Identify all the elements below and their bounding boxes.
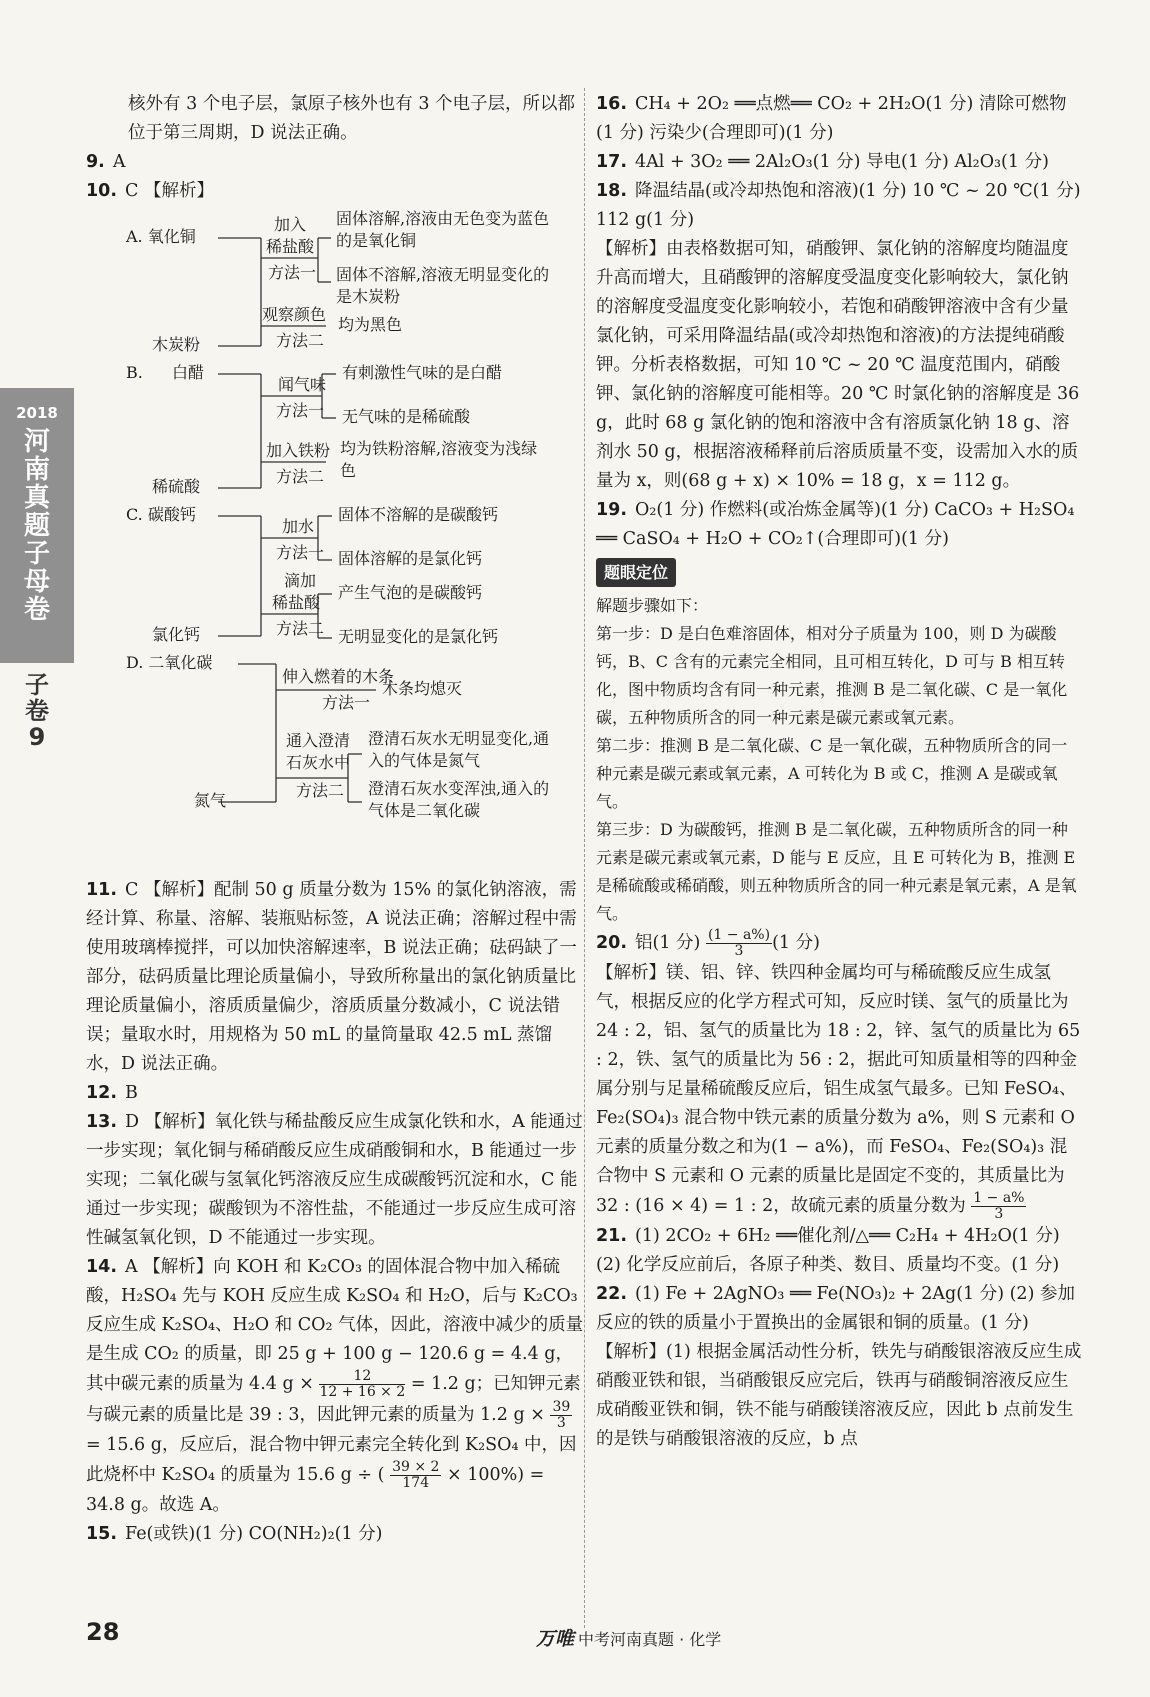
diag-c-m2c: 方法二 — [276, 619, 325, 638]
diag-a-r3: 均为黑色 — [338, 315, 403, 334]
diag-d-r3: 澄清石灰水变浑浊,通入的气体是二氧化碳 — [368, 779, 550, 820]
diag-b-first: 白醋 — [172, 363, 205, 382]
answer-12: 12. B — [86, 1083, 138, 1103]
sidebar-year: 2018 — [16, 404, 58, 422]
identification-diagram — [126, 206, 586, 876]
fraction-20b: $\frac{1 - a\%}{3}$ — [973, 1190, 1025, 1222]
answer-13: 13. D 【解析】氧化铁与稀盐酸反应生成氯化铁和水，A 能通过一步实现；氧化铜与稀硝酸反应生成硝酸铜和水，B 能通过一步实现；二氧化碳与氢氧化钙溶液反应生成碳酸钙沉淀和水，C 能通过一步实现；碳酸钡为不溶性盐，不能通过一步反应生成可溶性碱氢氧化钡，D 不能通过一步实现。 — [86, 1112, 583, 1248]
diag-c-r3: 产生气泡的是碳酸钙 — [338, 583, 483, 602]
diag-a-r2: 固体不溶解,溶液无明显变化的是木炭粉 — [336, 265, 550, 306]
diag-c-second: 氯化钙 — [152, 625, 201, 644]
answer-17: 17. 4Al + 3O₂ ══ 2Al₂O₃(1 分) 导电(1 分) Al₂O₃(1 分) — [596, 152, 1049, 172]
answer-19: 19. O₂(1 分) 作燃料(或冶炼金属等)(1 分) CaCO₃ + H₂SO₄ ══ CaSO₄ + H₂O + CO₂↑(合理即可)(1 分) — [596, 500, 1075, 549]
diag-d-label: D. 二氧化碳 — [126, 653, 213, 672]
answer-14: 14. A 【解析】向 KOH 和 K₂CO₃ 的固体混合物中加入稀硫酸，H₂SO₄ 先与 KOH 反应生成 K₂SO₄ 和 H₂O，后与 K₂CO₃ 反应生成 K₂SO₄、H₂O 和 CO₂ 气体，因此，溶液中减少的质量是生成 CO₂ 的质量，即 25 g + 100 g − 120.6 g = 4.4 g，其中碳元素的质量为 4.4 g × $\frac{12}{12 + 16 \times 2}$ = 1.2 g；已知钾元素与碳元素的质量比是 39 : 3，因此钾元素的质量为 1.2 g × $\frac{39}{3}$ = 15.6 g，反应后，混合物中钾元素完全转化到 K₂SO₄ 中，因此烧杯中 K₂SO₄ 的质量为 15.6 g ÷ ( $\frac{39 \times 2}{174}$ × 100%) = 34.8 g。故选 A。 — [86, 1257, 584, 1515]
diag-b-m1b: 方法一 — [276, 401, 325, 420]
answer-20: 20. 铝(1 分) $\frac{(1 - a\%)}{3}$ (1 分) — [596, 927, 820, 959]
diag-d-m2c: 方法二 — [296, 781, 345, 800]
step-2: 第二步：推测 B 是二氧化碳、C 是一氧化碳，五种物质所含的同一种元素是碳元素或氧元素，A 可转化为 B 或 C，推测 A 是碳或氧气。 — [596, 736, 1068, 811]
tixian-section — [596, 558, 1082, 588]
footer-brand: 万唯 中考河南真题 · 化学 — [536, 1628, 722, 1650]
analysis-20: 【解析】镁、铝、锌、铁四种金属均可与稀硫酸反应生成氢气，根据反应的化学方程式可知，反应时镁、氢气的质量比为 24 : 2，铝、氢气的质量比为 18 : 2，锌、氢气的质量比为 65 : 2，铁、氢气的质量比为 56 : 2，据此可知质量相等的四种金属分别与足量稀硫酸反应后，铝生成氢气最多。已知 FeSO₄、Fe₂(SO₄)₃ 混合物中铁元素的质量分数为 a%，则 S 元素和 O 元素的质量分数之和为(1 − a%)，而 FeSO₄、Fe₂(SO₄)₃ 混合物中 S 元素和 O 元素的质量比是固定不变的，其质量比为 32 : (16 × 4) = 1 : 2，故硫元素的质量分数为 $\frac{1 - a\%}{3}$ — [596, 963, 1081, 1222]
diag-d-r1: 木条均熄灭 — [382, 679, 463, 698]
right-column — [596, 90, 1082, 1454]
diag-d-m2b: 石灰水中 — [286, 753, 351, 772]
sidebar-tab — [0, 388, 74, 663]
diag-c-m1a: 加水 — [282, 517, 315, 536]
step-3: 第三步：D 为碳酸钙，推测 B 是二氧化碳，五种物质所含的同一种元素是碳元素或氧元素，D 能与 E 反应，且 E 可转化为 B，推测 E 是稀硫酸或稀硝酸，则五种物质所含的同一种元素是氧元素，A 是氧气。 — [596, 820, 1077, 923]
diag-b-r1: 有刺激性气味的是白醋 — [342, 363, 503, 382]
answer-16: 16. CH₄ + 2O₂ ══点燃══ CO₂ + 2H₂O(1 分) 清除可燃物(1 分) 污染少(合理即可)(1 分) — [596, 94, 1067, 143]
analysis-18: 【解析】由表格数据可知，硝酸钾、氯化钠的溶解度均随温度升高而增大，且硝酸钾的溶解度受温度变化影响较大，氯化钠的溶解度受温度变化影响较小，若饱和硝酸钾溶液中含有少量氯化钠，可采用降温结晶(或冷却热饱和溶液)的方法提纯硝酸钾。分析表格数据，可知 10 ℃ ~ 20 ℃ 温度范围内，硝酸钾、氯化钠的溶解度可能相等。20 ℃ 时氯化钠的溶解度是 36 g，此时 68 g 氯化钠的饱和溶液中含有溶质氯化钠 18 g、溶剂水 50 g，根据溶液稀释前后溶质质量不变，设需加入水的质量为 x，则(68 g + x) × 10% = 18 g，x = 112 g。 — [596, 239, 1080, 491]
diag-d-r2: 澄清石灰水无明显变化,通入的气体是氮气 — [368, 729, 550, 770]
sidebar-title: 河南真题子母卷 — [23, 427, 50, 625]
diag-a-label: A. 氧化铜 — [126, 227, 196, 246]
answer-9: 9. A — [86, 152, 126, 172]
diag-a-m1c: 方法一 — [268, 263, 317, 282]
diag-b-r2: 无气味的是稀硫酸 — [342, 407, 471, 426]
fraction-3: $\frac{39 \times 2}{174}$ — [392, 1459, 440, 1491]
diag-c-r2: 固体溶解的是氯化钙 — [338, 549, 483, 568]
tixian-label: 题眼定位 — [596, 558, 676, 587]
diag-c-label: C. 碳酸钙 — [126, 505, 196, 524]
diag-a-m2b: 方法二 — [276, 331, 325, 350]
diag-c-m2a: 滴加 — [284, 571, 317, 590]
diag-d-m1a: 伸入燃着的木条 — [282, 667, 395, 686]
diag-c-r1: 固体不溶解的是碳酸钙 — [338, 505, 499, 524]
diag-a-m2a: 观察颜色 — [262, 305, 327, 324]
diag-a-m1a: 加入 — [274, 215, 307, 234]
answer-22: 22. (1) Fe + 2AgNO₃ ══ Fe(NO₃)₂ + 2Ag(1 分) (2) 参加反应的铁的质量小于置换出的金属银和铜的质量。(1 分) — [596, 1284, 1075, 1333]
step-1: 第一步：D 是白色难溶固体，相对分子质量为 100，则 D 为碳酸钙，B、C 含有的元素完全相同，且可相互转化，D 可与 B 相互转化，图中物质均含有同一种元素，推测 B 是二氧化碳、C 是一氧化碳，五种物质所含的同一种元素是碳元素或氧元素。 — [596, 624, 1068, 727]
diag-c-m2b: 稀盐酸 — [272, 593, 321, 612]
page-number: 28 — [86, 1618, 120, 1646]
intro-text: 核外有 3 个电子层，氯原子核外也有 3 个电子层，所以都位于第三周期，D 说法正确。 — [128, 94, 576, 143]
fraction-1: $\frac{12}{12 + 16 \times 2}$ — [319, 1368, 406, 1400]
diag-b-second: 稀硫酸 — [152, 477, 201, 496]
diag-b-m1a: 闻气味 — [278, 375, 327, 394]
diag-c-m1b: 方法一 — [276, 543, 325, 562]
fraction-2: $\frac{39}{3}$ — [552, 1399, 571, 1431]
diag-a-m1b: 稀盐酸 — [266, 237, 315, 256]
left-column — [86, 90, 586, 1549]
diag-a-second: 木炭粉 — [152, 335, 201, 354]
answer-10: 10. C 【解析】 — [86, 181, 214, 201]
diag-d-second: 氮气 — [194, 791, 227, 810]
diag-b-r3: 均为铁粉溶解,溶液变为浅绿色 — [340, 439, 538, 480]
page-footer — [86, 1618, 1076, 1658]
diag-b-m2a: 加入铁粉 — [266, 441, 331, 460]
analysis-22: 【解析】(1) 根据金属活动性分析，铁先与硝酸银溶液反应生成硝酸亚铁和银，当硝酸银反应完后，铁再与硝酸铜溶液反应生成硝酸亚铁和铜，铁不能与硝酸镁溶液反应，因此 b 点前发生的是铁与硝酸银溶液的反应，b 点 — [596, 1342, 1082, 1449]
diag-d-m2a: 通入澄清 — [286, 731, 351, 750]
answer-21: 21. (1) 2CO₂ + 6H₂ ══催化剂/△══ C₂H₄ + 4H₂O(1 分) (2) 化学反应前后，各原子种类、数目、质量均不变。(1 分) — [596, 1226, 1060, 1275]
diag-a-r1: 固体溶解,溶液由无色变为蓝色的是氧化铜 — [336, 209, 550, 250]
brand-logo: 万唯 — [536, 1628, 575, 1650]
answer-18: 18. 降温结晶(或冷却热饱和溶液)(1 分) 10 ℃ ~ 20 ℃(1 分) 112 g(1 分) — [596, 181, 1081, 230]
step-0: 解题步骤如下： — [596, 596, 709, 615]
diag-d-m1b: 方法一 — [322, 693, 371, 712]
fraction-20: $\frac{(1 - a\%)}{3}$ — [707, 927, 771, 959]
diag-c-r4: 无明显变化的是氯化钙 — [338, 627, 499, 646]
answer-15: 15. Fe(或铁)(1 分) CO(NH₂)₂(1 分) — [86, 1524, 383, 1544]
diag-b-m2b: 方法二 — [276, 467, 325, 486]
diag-b-label: B. — [126, 363, 143, 382]
sidebar-subtitle: 子卷9 — [25, 671, 49, 751]
answer-11: 11. C 【解析】配制 50 g 质量分数为 15% 的氯化钠溶液，需经计算、称量、溶解、装瓶贴标签，A 说法正确；溶解过程中需使用玻璃棒搅拌，可以加快溶解速率，B 说法正确；砝码缺了一部分，砝码质量比理论质量偏小，导致所称量出的氯化钠质量比理论质量偏小，溶质质量偏少，溶质质量分数减小，C 说法错误；量取水时，用规格为 50 mL 的量筒量取 42.5 mL 蒸馏水，D 说法正确。 — [86, 880, 577, 1074]
